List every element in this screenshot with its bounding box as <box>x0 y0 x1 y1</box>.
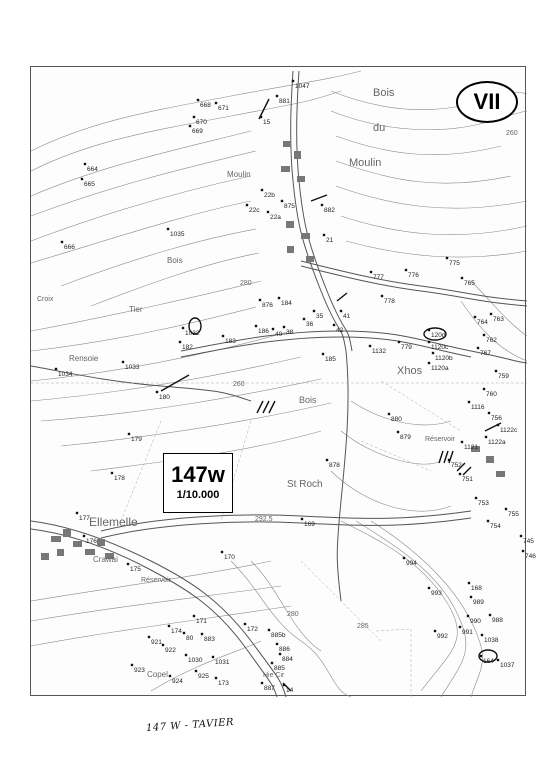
place-name: Ellemelle <box>89 515 138 529</box>
site-marker <box>434 630 436 632</box>
site-number: 764 <box>477 319 488 326</box>
site-number: 878 <box>329 462 340 469</box>
site-marker <box>167 228 169 230</box>
site-marker <box>474 316 476 318</box>
site-marker <box>260 116 262 118</box>
site-marker <box>193 615 195 617</box>
site-number: 752 <box>451 462 462 469</box>
site-number: 666 <box>64 244 75 251</box>
site-marker <box>61 241 63 243</box>
roads <box>31 71 527 697</box>
site-number: 880 <box>391 416 402 423</box>
sheet-number: VII <box>473 89 501 114</box>
site-marker <box>111 472 113 474</box>
site-number: 881 <box>279 98 290 105</box>
site-number: 180 <box>159 394 170 401</box>
site-number: 992 <box>437 633 448 640</box>
site-marker <box>446 257 448 259</box>
site-marker <box>162 644 164 646</box>
site-number: 753 <box>478 500 489 507</box>
site-marker <box>76 512 78 514</box>
map-scale: 1/10.000 <box>176 489 220 501</box>
elevation-label: 280 <box>287 611 299 618</box>
site-number: 1120b <box>435 355 453 362</box>
site-number: 170 <box>224 554 235 561</box>
site-marker <box>279 653 281 655</box>
site-number: 1030 <box>188 657 203 664</box>
site-number: 882 <box>324 207 335 214</box>
elevation-label: 280 <box>240 280 252 287</box>
site-marker <box>459 626 461 628</box>
site-marker <box>193 116 195 118</box>
site-number: 755 <box>508 511 519 518</box>
site-marker <box>520 535 522 537</box>
site-marker <box>398 341 400 343</box>
site-marker <box>122 361 124 363</box>
site-number: 990 <box>470 618 481 625</box>
site-marker <box>81 178 83 180</box>
site-number: 989 <box>473 599 484 606</box>
site-marker <box>179 341 181 343</box>
site-marker <box>333 324 335 326</box>
site-marker <box>467 615 469 617</box>
ink-marks <box>161 99 501 691</box>
site-marker <box>370 271 372 273</box>
site-marker <box>246 204 248 206</box>
site-marker <box>197 99 199 101</box>
site-number: 164 <box>483 658 494 665</box>
site-marker <box>340 310 342 312</box>
site-number: 756 <box>491 415 502 422</box>
place-name: St Roch <box>287 479 323 490</box>
site-marker <box>283 684 285 686</box>
place-name: Bois <box>373 87 395 99</box>
site-number: 176 <box>86 538 97 545</box>
site-marker <box>475 497 477 499</box>
map-title: 147w <box>171 462 225 487</box>
site-number: 665 <box>84 181 95 188</box>
place-name: Moulin <box>227 170 251 179</box>
site-number: 921 <box>151 639 162 646</box>
site-number: 1116 <box>471 404 485 411</box>
site-marker <box>459 473 461 475</box>
site-number: 1122a <box>488 439 506 446</box>
site-number: 887 <box>264 685 275 692</box>
site-marker <box>201 633 203 635</box>
site-number: 1120c <box>431 344 449 351</box>
site-marker <box>185 654 187 656</box>
site-marker <box>169 675 171 677</box>
site-number: 1122c <box>500 427 518 434</box>
site-number: 925 <box>198 673 209 680</box>
site-number: 41 <box>343 313 351 320</box>
site-marker <box>221 551 223 553</box>
site-number: 1033 <box>125 364 140 371</box>
site-marker <box>301 518 303 520</box>
elevation-labels <box>233 130 518 630</box>
site-marker <box>495 370 497 372</box>
site-marker <box>522 550 524 552</box>
site-number: 14 <box>286 687 294 694</box>
site-number: 875 <box>284 203 295 210</box>
site-marker <box>483 388 485 390</box>
site-marker <box>505 508 507 510</box>
site-marker <box>485 436 487 438</box>
site-number: 36 <box>306 321 314 328</box>
site-marker <box>428 341 430 343</box>
place-name: Crawai <box>93 555 118 564</box>
site-marker <box>244 623 246 625</box>
site-marker <box>497 659 499 661</box>
site-number: 668 <box>200 102 211 109</box>
site-number: 745 <box>523 538 534 545</box>
site-number: 775 <box>449 260 460 267</box>
site-number: 883 <box>204 636 215 643</box>
place-name: Moulin <box>349 157 382 169</box>
site-number: 182 <box>182 344 193 351</box>
place-name: Tier <box>129 305 143 314</box>
site-number: 751 <box>462 476 473 483</box>
site-marker <box>182 327 184 329</box>
site-number: 1032 <box>185 330 200 337</box>
site-number: 183 <box>225 338 236 345</box>
site-marker <box>189 125 191 127</box>
site-number: 922 <box>165 647 176 654</box>
site-marker <box>84 163 86 165</box>
site-marker <box>481 634 483 636</box>
site-number: 759 <box>498 373 509 380</box>
site-marker <box>259 299 261 301</box>
site-number: 1120a <box>431 365 449 372</box>
site-number: 169 <box>304 521 315 528</box>
site-number: 178 <box>114 475 125 482</box>
site-number: 671 <box>218 105 229 112</box>
elevation-label: 285 <box>357 623 369 630</box>
site-marker <box>313 310 315 312</box>
site-number: 22a <box>270 214 281 221</box>
site-marker <box>195 670 197 672</box>
site-number: 173 <box>218 680 229 687</box>
site-marker <box>55 368 57 370</box>
site-number: 1047 <box>295 83 310 90</box>
place-name: Rensoie <box>69 354 99 363</box>
site-marker <box>428 587 430 589</box>
site-marker <box>480 655 482 657</box>
site-number: 15 <box>263 119 271 126</box>
elevation-label: 260 <box>506 130 518 137</box>
site-number: 1121 <box>464 444 478 451</box>
site-marker <box>128 433 130 435</box>
site-number: 664 <box>87 166 98 173</box>
site-number: 994 <box>406 560 417 567</box>
site-number: 777 <box>373 274 384 281</box>
elevation-label: 260 <box>233 381 245 388</box>
place-name: Copel <box>147 670 168 679</box>
site-marker <box>381 295 383 297</box>
site-marker <box>292 80 294 82</box>
site-number: 923 <box>134 667 145 674</box>
site-marker <box>487 520 489 522</box>
site-number: 1034 <box>58 371 73 378</box>
place-name: Réservoir <box>141 577 171 584</box>
site-marker <box>183 632 185 634</box>
site-number: 21 <box>326 237 334 244</box>
site-markers <box>55 80 536 694</box>
site-marker <box>222 335 224 337</box>
place-name: Réservoir <box>425 436 455 443</box>
site-marker <box>272 328 274 330</box>
site-number: 879 <box>400 434 411 441</box>
topographic-map <box>31 67 536 697</box>
site-number: 885 <box>274 665 285 672</box>
site-number: 80 <box>186 635 194 642</box>
site-marker <box>321 204 323 206</box>
site-marker <box>127 563 129 565</box>
site-number: 778 <box>384 298 395 305</box>
site-number: 885b <box>271 632 286 639</box>
site-number: 120d <box>431 332 446 339</box>
site-marker <box>148 636 150 638</box>
site-marker <box>212 656 214 658</box>
site-number: 988 <box>492 617 503 624</box>
site-marker <box>131 664 133 666</box>
elevation-label: 292.5 <box>255 516 273 523</box>
site-marker <box>428 362 430 364</box>
site-number: 40 <box>275 331 283 338</box>
site-number: 991 <box>462 629 473 636</box>
site-marker <box>215 102 217 104</box>
site-marker <box>477 347 479 349</box>
contour-lines <box>31 71 527 697</box>
site-marker <box>261 189 263 191</box>
site-marker <box>432 352 434 354</box>
site-marker <box>276 643 278 645</box>
site-marker <box>388 413 390 415</box>
site-number: 746 <box>525 553 536 560</box>
site-number: 179 <box>131 436 142 443</box>
site-marker <box>488 412 490 414</box>
site-marker <box>322 353 324 355</box>
site-marker <box>281 200 283 202</box>
site-marker <box>448 459 450 461</box>
site-number: 185 <box>325 356 336 363</box>
site-marker <box>156 391 158 393</box>
site-marker <box>468 582 470 584</box>
site-number: 22b <box>264 192 275 199</box>
place-name: Xhos <box>397 365 423 377</box>
site-number: 924 <box>172 678 183 685</box>
site-number: 1132 <box>372 348 386 355</box>
site-number: 886 <box>279 646 290 653</box>
site-marker <box>168 625 170 627</box>
site-marker <box>278 297 280 299</box>
site-number: 171 <box>196 618 207 625</box>
handwritten-note: 147 W - TAVIER <box>145 716 235 735</box>
site-number: 38 <box>286 329 294 336</box>
site-number: 993 <box>431 590 442 597</box>
site-number: 1037 <box>500 662 515 669</box>
site-number: 1038 <box>484 637 499 644</box>
site-marker <box>303 318 305 320</box>
site-number: 669 <box>192 128 203 135</box>
site-number: 175 <box>130 566 141 573</box>
site-marker <box>497 424 499 426</box>
site-marker <box>268 629 270 631</box>
site-number: 22c <box>249 207 260 214</box>
site-marker <box>461 441 463 443</box>
site-number: 765 <box>464 280 475 287</box>
site-number: 763 <box>493 316 504 323</box>
site-number: 760 <box>486 391 497 398</box>
site-number: 174 <box>171 628 182 635</box>
site-marker <box>255 325 257 327</box>
place-name: Bois <box>299 395 317 405</box>
site-marker <box>326 459 328 461</box>
site-marker <box>271 662 273 664</box>
site-marker <box>470 596 472 598</box>
site-marker <box>283 326 285 328</box>
site-marker <box>215 677 217 679</box>
site-marker <box>490 313 492 315</box>
site-marker <box>83 535 85 537</box>
site-number: 186 <box>258 328 269 335</box>
site-marker <box>403 557 405 559</box>
site-number: 670 <box>196 119 207 126</box>
site-number: 776 <box>408 272 419 279</box>
place-name: Bois <box>167 256 183 265</box>
map-frame <box>30 66 536 696</box>
site-marker <box>468 401 470 403</box>
site-number: 754 <box>490 523 501 530</box>
site-number: 1031 <box>215 659 230 666</box>
site-number: 184 <box>281 300 292 307</box>
site-marker <box>461 277 463 279</box>
place-name: Hie Cir <box>263 672 285 679</box>
site-number: 779 <box>401 344 412 351</box>
site-marker <box>428 329 430 331</box>
site-marker <box>323 234 325 236</box>
site-marker <box>261 682 263 684</box>
title-scale-box <box>163 453 233 513</box>
site-number: 168 <box>471 585 482 592</box>
site-marker <box>397 431 399 433</box>
site-marker <box>483 334 485 336</box>
site-number: 35 <box>316 313 324 320</box>
village-north-built-area <box>281 141 505 477</box>
site-number: 876 <box>262 302 273 309</box>
site-number: 762 <box>486 337 497 344</box>
site-marker <box>489 614 491 616</box>
site-marker <box>405 269 407 271</box>
site-number: 42 <box>336 327 344 334</box>
site-number: 177 <box>79 515 90 522</box>
site-marker <box>267 211 269 213</box>
sheet-number-badge <box>456 81 518 123</box>
site-number: 884 <box>282 656 293 663</box>
place-name: du <box>373 122 386 134</box>
site-marker <box>369 345 371 347</box>
site-number: 1035 <box>170 231 185 238</box>
site-number: 172 <box>247 626 258 633</box>
site-marker <box>276 95 278 97</box>
place-name: Croix <box>37 296 54 303</box>
site-number: 767 <box>480 350 491 357</box>
